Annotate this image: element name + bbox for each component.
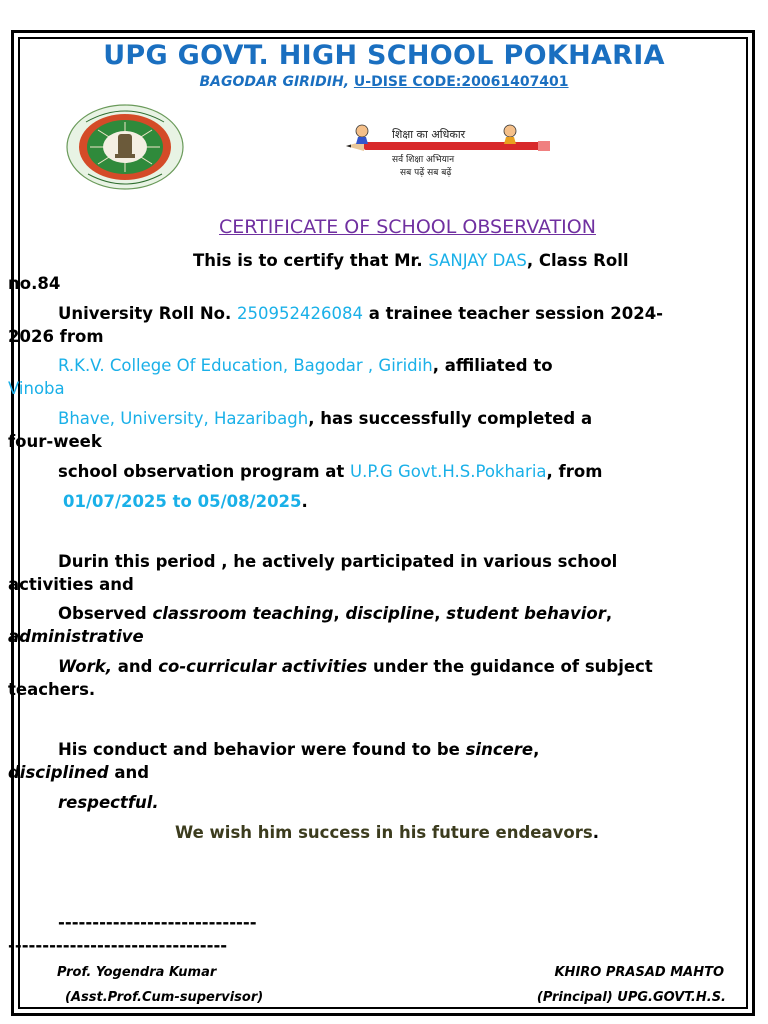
ssa-slogan-top: शिक्षा का अधिकार xyxy=(392,128,466,141)
para1-line1-cont: no.84 xyxy=(8,274,61,293)
para2-line1-cont: activities and xyxy=(8,575,134,594)
para1-line6 xyxy=(63,492,308,511)
para1-line2 xyxy=(58,304,663,323)
supervisor-name: Prof. Yogendra Kumar xyxy=(57,965,217,980)
text: student behavior xyxy=(446,604,606,623)
para1-line4 xyxy=(58,409,592,428)
para1-line2-cont: 2026 from xyxy=(8,327,104,346)
principal-name: KHIRO PRASAD MAHTO xyxy=(554,965,724,980)
location: BAGODAR GIRIDIH, xyxy=(199,74,354,90)
school-name: UPG GOVT. HIGH SCHOOL POKHARIA xyxy=(103,40,665,71)
text: , xyxy=(533,740,540,759)
text: . xyxy=(301,492,308,511)
udise-code: U-DISE CODE:20061407401 xyxy=(353,74,569,90)
para3-line1-cont xyxy=(8,763,149,782)
signature-line-left: ----------------------------- xyxy=(58,913,257,932)
ssa-slogan-middle: सर्व शिक्षा अभियान xyxy=(392,155,455,165)
text: Observed xyxy=(58,604,153,623)
text: school observation program at xyxy=(58,462,351,481)
para2-line2 xyxy=(58,604,612,623)
closing-wish xyxy=(175,823,599,842)
principal-role: (Principal) UPG.GOVT.H.S. xyxy=(536,990,726,1005)
text: disciplined xyxy=(8,763,109,782)
para1-line3-cont: Vinoba xyxy=(8,379,65,398)
text: a trainee teacher session 2024- xyxy=(363,304,664,323)
observation-dates: 01/07/2025 to 05/08/2025 xyxy=(63,492,302,511)
text: under the guidance of subject xyxy=(367,657,653,676)
trainee-name: SANJAY DAS xyxy=(428,251,527,270)
para2-line2-cont: administrative xyxy=(8,627,144,646)
college-name: R.K.V. College Of Education, Bagodar , Giridih xyxy=(58,356,433,375)
para3-line1 xyxy=(58,740,539,759)
school-short-name: U.P.G Govt.H.S.Pokharia xyxy=(350,462,547,481)
text: , xyxy=(333,604,346,623)
para3-line2: respectful. xyxy=(58,793,159,812)
supervisor-role: (Asst.Prof.Cum-supervisor) xyxy=(65,990,264,1005)
text: sincere xyxy=(465,740,534,759)
text: and xyxy=(112,657,159,676)
signature-line-right: -------------------------------- xyxy=(8,936,228,955)
sarva-shiksha-abhiyan-logo xyxy=(340,122,555,184)
para1-line1 xyxy=(193,251,629,270)
school-address-line xyxy=(0,74,768,90)
text: . xyxy=(592,823,599,842)
university-name: Bhave, University, Hazaribagh xyxy=(58,409,309,428)
text: , has successfully completed a xyxy=(308,409,593,428)
text: , xyxy=(605,604,613,623)
text: Work, xyxy=(58,657,113,676)
text: University Roll No. xyxy=(58,304,238,323)
university-roll: 250952426084 xyxy=(237,304,363,323)
text: discipline xyxy=(345,604,435,623)
ssa-slogan-bottom: सब पढ़ें सब बढ़ें xyxy=(400,168,452,178)
para1-line3 xyxy=(58,356,553,375)
certificate-title: CERTIFICATE OF SCHOOL OBSERVATION xyxy=(219,216,596,238)
text: , xyxy=(434,604,447,623)
text: , Class Roll xyxy=(526,251,629,270)
para2-line3-cont: teachers. xyxy=(8,680,96,699)
text: classroom teaching xyxy=(152,604,334,623)
jharkhand-emblem-icon xyxy=(66,104,184,190)
text: His conduct and behavior were found to be xyxy=(58,740,466,759)
para2-line3 xyxy=(58,657,653,676)
text: co-curricular activities xyxy=(158,657,368,676)
para1-line4-cont: four-week xyxy=(8,432,102,451)
text: , affiliated to xyxy=(432,356,553,375)
text: This is to certify that Mr. xyxy=(193,251,429,270)
text: We wish him success in his future endeavors xyxy=(175,823,593,842)
text: , from xyxy=(546,462,603,481)
para1-line5 xyxy=(58,462,602,481)
para2-line1: Durin this period , he actively participated in various school xyxy=(58,552,618,571)
text: and xyxy=(108,763,150,782)
